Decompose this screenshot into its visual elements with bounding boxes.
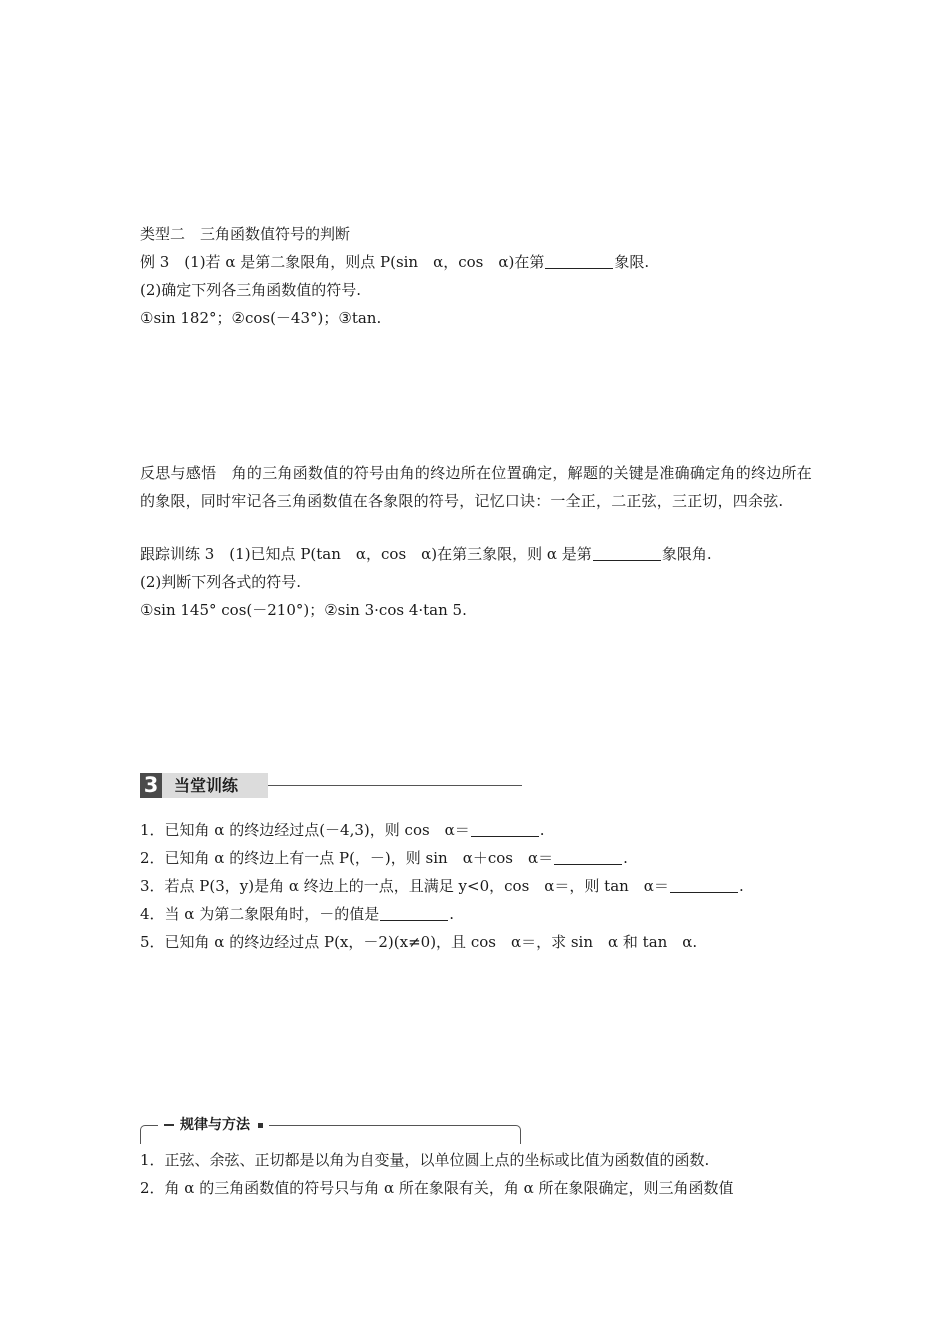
exercise-1-text: 1．已知角 α 的终边经过点(－4,3)，则 cos α＝	[140, 821, 470, 839]
laws-label	[158, 1115, 269, 1135]
square-bullet-icon	[258, 1123, 263, 1128]
training3-question1-text: 跟踪训练 3 (1)已知点 P(tan α，cos α)在第三象限，则 α 是第	[140, 545, 592, 563]
example3-question1	[140, 252, 649, 272]
exercise-4	[140, 904, 454, 924]
answer-blank[interactable]	[471, 822, 539, 837]
exercise-5: 5．已知角 α 的终边经过点 P(x，－2)(x≠0)，且 cos α＝，求 sin α 和 tan α.	[140, 933, 698, 951]
training3-question1-suffix: 象限角.	[661, 545, 712, 563]
dash-icon	[164, 1124, 174, 1126]
answer-blank[interactable]	[545, 254, 613, 269]
exercise-2	[140, 848, 628, 868]
section-title: 当堂训练	[162, 773, 268, 798]
example3-question1-suffix: 象限.	[614, 253, 650, 271]
answer-blank[interactable]	[593, 546, 661, 561]
training3-question2: (2)判断下列各式的符号.	[140, 573, 302, 591]
section3-header	[140, 772, 522, 800]
laws-methods-header	[140, 1115, 521, 1143]
answer-blank[interactable]	[670, 878, 738, 893]
example3-question1-text: 例 3 (1)若 α 是第二象限角，则点 P(sin α，cos α)在第	[140, 253, 545, 271]
exercise-1-suffix: .	[539, 821, 545, 839]
exercise-3-text: 3．若点 P(3，y)是角 α 终边上的一点，且满足 y<0，cos α＝，则 tan α＝	[140, 877, 669, 895]
law-item-1: 1．正弦、余弦、正切都是以角为自变量，以单位圆上点的坐标或比值为函数值的函数.	[140, 1151, 710, 1169]
exercise-2-text: 2．已知角 α 的终边上有一点 P(，－)，则 sin α＋cos α＝	[140, 849, 554, 867]
exercise-3	[140, 876, 744, 896]
answer-blank[interactable]	[380, 906, 448, 921]
exercise-1	[140, 820, 545, 840]
training3-items: ①sin 145° cos(－210°)；②sin 3·cos 4·tan 5.	[140, 601, 467, 619]
law-item-2: 2．角 α 的三角函数值的符号只与角 α 所在象限有关，角 α 所在象限确定，则三角函数值	[140, 1179, 734, 1197]
exercise-4-suffix: .	[449, 905, 454, 923]
section-divider	[268, 785, 522, 786]
example3-items: ①sin 182°；②cos(－43°)；③tan.	[140, 309, 382, 327]
exercise-2-suffix: .	[623, 849, 628, 867]
exercise-3-suffix: .	[738, 877, 744, 895]
answer-blank[interactable]	[554, 850, 622, 865]
section-number-badge: 3	[140, 773, 162, 798]
type2-heading: 类型二 三角函数值符号的判断	[140, 225, 351, 243]
exercise-4-text: 4．当 α 为第二象限角时，－的值是	[140, 905, 380, 923]
example3-question2: (2)确定下列各三角函数值的符号.	[140, 281, 362, 299]
laws-title: 规律与方法	[180, 1117, 250, 1133]
reflection-paragraph: 反思与感悟 角的三角函数值的符号由角的终边所在位置确定，解题的关键是准确确定角的终边所在的象限，同时牢记各三角函数值在各象限的符号，记忆口诀：一全正，二正弦，三正切，四余弦.	[140, 464, 812, 510]
training3-question1	[140, 544, 712, 564]
